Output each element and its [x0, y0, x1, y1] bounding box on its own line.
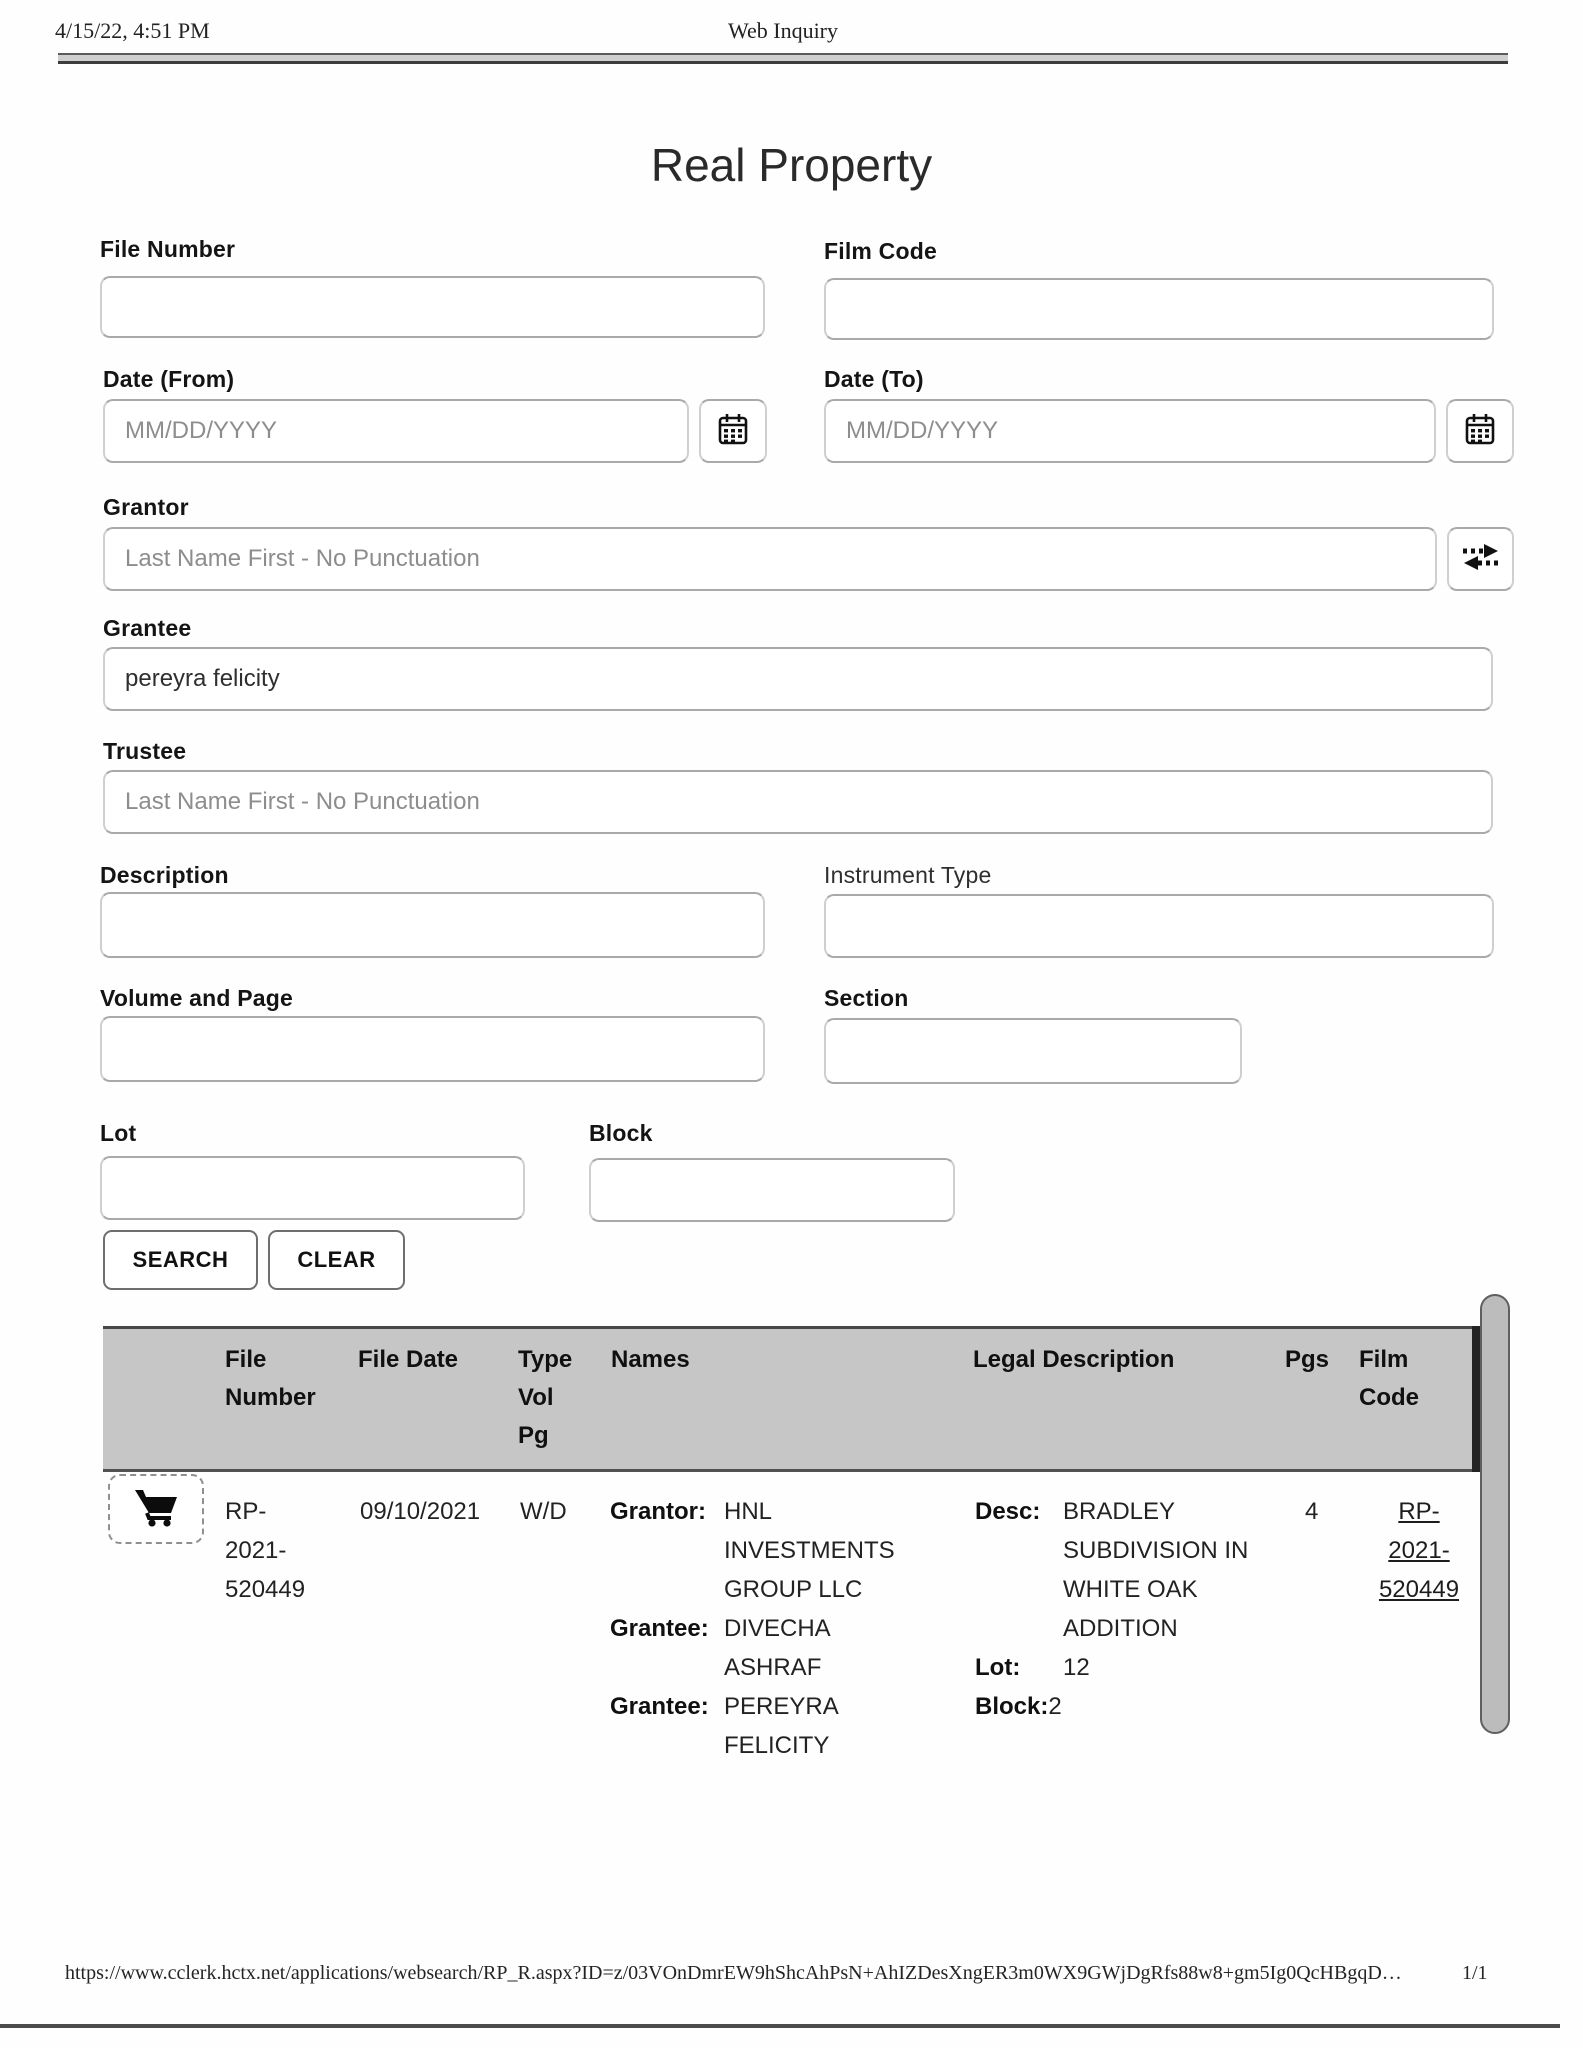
legal-desc-value: BRADLEY SUBDIVISION IN WHITE OAK ADDITION — [1063, 1498, 1249, 1642]
legal-desc-label: Desc: — [975, 1498, 1041, 1525]
lot-input[interactable] — [100, 1156, 525, 1220]
column-header-file-date: File Date — [358, 1346, 459, 1373]
date-to-placeholder: MM/DD/YYYY — [846, 417, 999, 444]
cart-icon — [133, 1486, 179, 1533]
file-number-label: File Number — [100, 236, 236, 262]
grantor-swap-button[interactable] — [1447, 527, 1514, 591]
date-from-placeholder: MM/DD/YYYY — [125, 417, 278, 444]
calendar-icon — [1465, 413, 1495, 450]
date-from-label: Date (From) — [103, 366, 235, 392]
date-from-calendar-button[interactable] — [699, 399, 767, 463]
grantee-label: Grantee — [103, 615, 192, 641]
page-title: Real Property — [650, 139, 933, 191]
description-input[interactable] — [100, 892, 765, 958]
grantor-label: Grantor — [103, 494, 189, 520]
date-to-calendar-button[interactable] — [1446, 399, 1514, 463]
legal-lot-value: 12 — [1063, 1654, 1090, 1681]
name-role-label: Grantee: — [610, 1693, 709, 1720]
legal-entry — [975, 1492, 1275, 1648]
name-role-label: Grantee: — [610, 1615, 709, 1642]
trustee-input[interactable] — [103, 770, 1493, 834]
footer-page-indicator: 1/1 — [1462, 1962, 1488, 1984]
results-scrollbar[interactable] — [1480, 1294, 1510, 1734]
column-header-type-vol-pg: Type Vol Pg — [518, 1346, 573, 1449]
column-header-file-number: File Number — [225, 1346, 316, 1411]
film-code-input[interactable] — [824, 278, 1494, 340]
volume-and-page-input[interactable] — [100, 1016, 765, 1082]
grantee-input[interactable] — [103, 647, 1493, 711]
name-value: HNL INVESTMENTS GROUP LLC — [724, 1498, 895, 1603]
lot-label: Lot — [100, 1120, 137, 1146]
clear-button[interactable]: CLEAR — [268, 1230, 405, 1290]
footer-divider — [0, 2024, 1560, 2028]
row-pgs: 4 — [1305, 1498, 1319, 1525]
grantor-placeholder: Last Name First - No Punctuation — [125, 545, 480, 572]
column-header-legal-description: Legal Description — [973, 1346, 1175, 1373]
row-names — [610, 1492, 900, 1765]
date-to-input[interactable] — [824, 399, 1436, 463]
column-header-names: Names — [611, 1346, 690, 1373]
description-label: Description — [100, 862, 229, 888]
legal-lot-label: Lot: — [975, 1654, 1021, 1681]
legal-entry — [975, 1687, 1275, 1726]
footer-url: https://www.cclerk.hctx.net/applications/websearch/RP_R.aspx?ID=z/03VOnDmrEW9hShcAhPsN+AhIZDesXngER3m0WX9GWjDgRfs88w8+gm5Ig0QcHBgqD… — [65, 1962, 1402, 1984]
name-role-label: Grantor: — [610, 1498, 706, 1525]
date-from-input[interactable] — [103, 399, 689, 463]
section-label: Section — [824, 985, 909, 1011]
film-code-label: Film Code — [824, 238, 937, 264]
grantor-input[interactable] — [103, 527, 1437, 591]
row-legal-description — [975, 1492, 1275, 1726]
column-header-film-code: Film Code — [1359, 1346, 1419, 1411]
print-datetime: 4/15/22, 4:51 PM — [55, 18, 210, 43]
row-name-entry — [610, 1609, 900, 1687]
row-file-number: RP-2021-520449 — [225, 1498, 306, 1603]
block-input[interactable] — [589, 1158, 955, 1222]
row-name-entry — [610, 1687, 900, 1765]
results-table-header — [103, 1326, 1487, 1472]
grantee-value: pereyra felicity — [125, 665, 280, 692]
column-header-pgs: Pgs — [1285, 1346, 1330, 1373]
row-name-entry — [610, 1492, 900, 1609]
name-value: DIVECHA ASHRAF — [724, 1615, 830, 1681]
add-to-cart-button[interactable] — [108, 1474, 204, 1544]
film-code-link[interactable]: RP-2021-520449 — [1378, 1498, 1460, 1603]
block-label: Block — [589, 1120, 653, 1146]
volume-and-page-label: Volume and Page — [100, 985, 294, 1011]
date-to-label: Date (To) — [824, 366, 924, 392]
instrument-type-label: Instrument Type — [824, 862, 992, 888]
trustee-label: Trustee — [103, 738, 187, 764]
legal-entry — [975, 1648, 1275, 1687]
print-doc-title: Web Inquiry — [727, 18, 839, 43]
section-input[interactable] — [824, 1018, 1242, 1084]
legal-block-label: Block: — [975, 1693, 1049, 1720]
name-value: PEREYRA FELICITY — [724, 1693, 838, 1759]
calendar-icon — [718, 413, 748, 450]
row-file-date: 09/10/2021 — [360, 1498, 481, 1525]
swap-arrows-icon — [1460, 543, 1502, 576]
row-type: W/D — [520, 1498, 567, 1525]
search-button[interactable]: SEARCH — [103, 1230, 258, 1290]
legal-block-value: 2 — [1048, 1693, 1062, 1720]
instrument-type-input[interactable] — [824, 894, 1494, 958]
header-divider — [58, 53, 1508, 64]
file-number-input[interactable] — [100, 276, 765, 338]
trustee-placeholder: Last Name First - No Punctuation — [125, 788, 480, 815]
row-film-code-link-wrap — [1372, 1492, 1466, 1609]
